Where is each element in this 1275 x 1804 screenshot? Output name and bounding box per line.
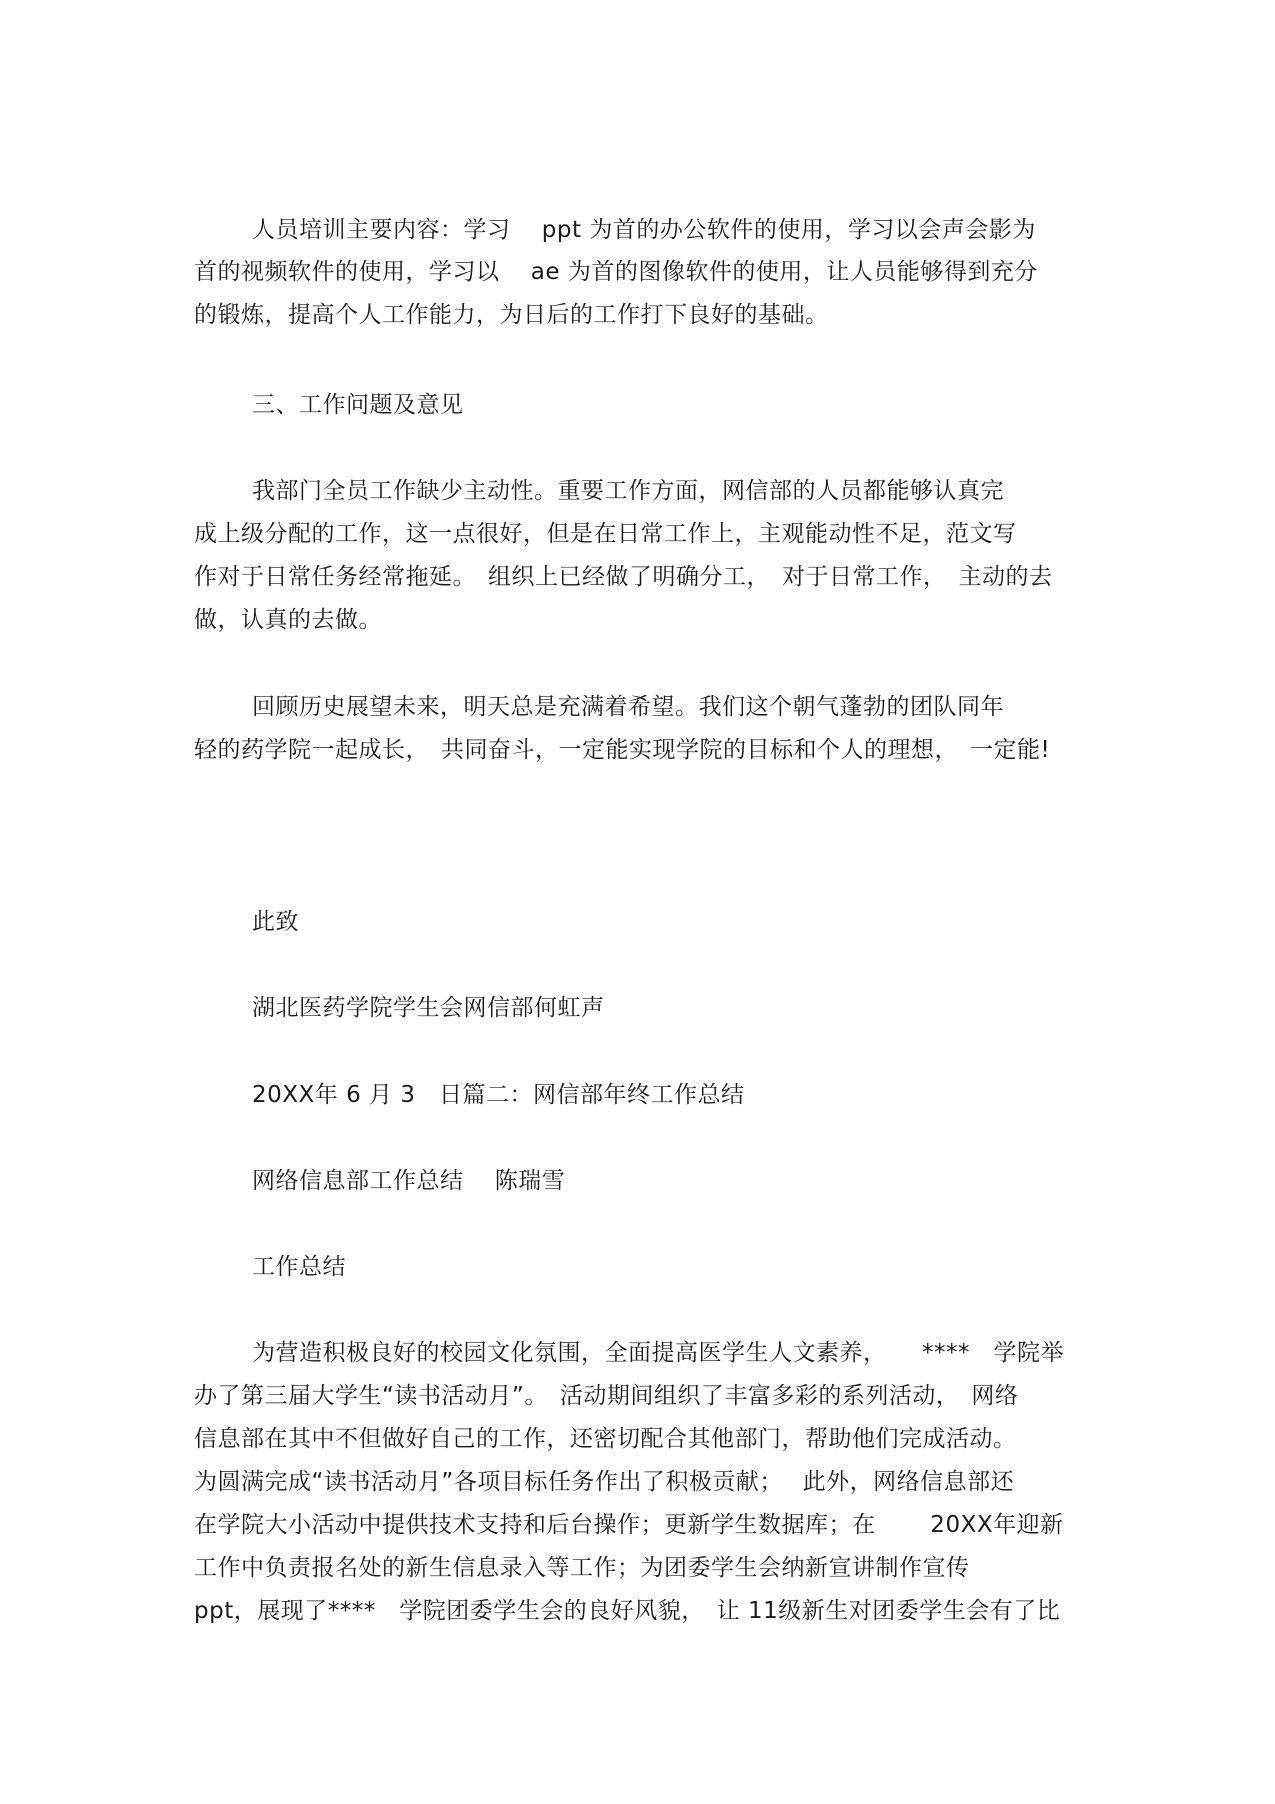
summary-line-5: 在学院大小活动中提供技术支持和后台操作；更新学生数据库；在 20XX年迎新 xyxy=(194,1512,1064,1538)
section-3-heading: 三、工作问题及意见 xyxy=(252,392,464,418)
subtitle-text: 网络信息部工作总结 陈瑞雪 xyxy=(252,1168,566,1194)
problems-line-4: 做，认真的去做。 xyxy=(194,607,382,633)
summary-line-1: 为营造积极良好的校园文化氛围，全面提高医学生人文素养， **** 学院举 xyxy=(252,1340,1064,1366)
signature-text: 湖北医药学院学生会网信部何虹声 xyxy=(252,995,605,1021)
closing-text: 此致 xyxy=(252,909,299,935)
summary-line-3: 信息部在其中不但做好自己的工作，还密切配合其他部门，帮助他们完成活动。 xyxy=(194,1426,1017,1452)
outlook-line-1: 回顾历史展望未来，明天总是充满着希望。我们这个朝气蓬勃的团队同年 xyxy=(252,694,1004,720)
summary-heading: 工作总结 xyxy=(252,1254,346,1280)
summary-line-2: 办了第三届大学生“读书活动月”。 活动期间组织了丰富多彩的系列活动， 网络 xyxy=(194,1383,1019,1409)
training-line-1: 人员培训主要内容：学习 ppt 为首的办公软件的使用，学习以会声会影为 xyxy=(252,217,1036,243)
training-line-3: 的锻炼，提高个人工作能力，为日后的工作打下良好的基础。 xyxy=(194,302,829,328)
date-line: 20XX年 6 月 3 日篇二：网信部年终工作总结 xyxy=(252,1082,745,1108)
problems-line-1: 我部门全员工作缺少主动性。重要工作方面，网信部的人员都能够认真完 xyxy=(252,478,1004,504)
training-line-2: 首的视频软件的使用，学习以 ae 为首的图像软件的使用，让人员能够得到充分 xyxy=(194,259,1038,285)
summary-line-4: 为圆满完成“读书活动月”各项目标任务作出了积极贡献； 此外，网络信息部还 xyxy=(194,1469,1015,1495)
problems-line-3: 作对于日常任务经常拖延。 组织上已经做了明确分工， 对于日常工作， 主动的去 xyxy=(194,564,1053,590)
outlook-line-2: 轻的药学院一起成长， 共同奋斗，一定能实现学院的目标和个人的理想， 一定能! xyxy=(194,737,1051,763)
summary-line-6: 工作中负责报名处的新生信息录入等工作；为团委学生会纳新宣讲制作宣传 xyxy=(194,1555,970,1581)
summary-line-7: ppt，展现了**** 学院团委学生会的良好风貌， 让 11级新生对团委学生会有了比 xyxy=(194,1598,1061,1624)
problems-line-2: 成上级分配的工作，这一点很好，但是在日常工作上，主观能动性不足，范文写 xyxy=(194,521,1017,547)
